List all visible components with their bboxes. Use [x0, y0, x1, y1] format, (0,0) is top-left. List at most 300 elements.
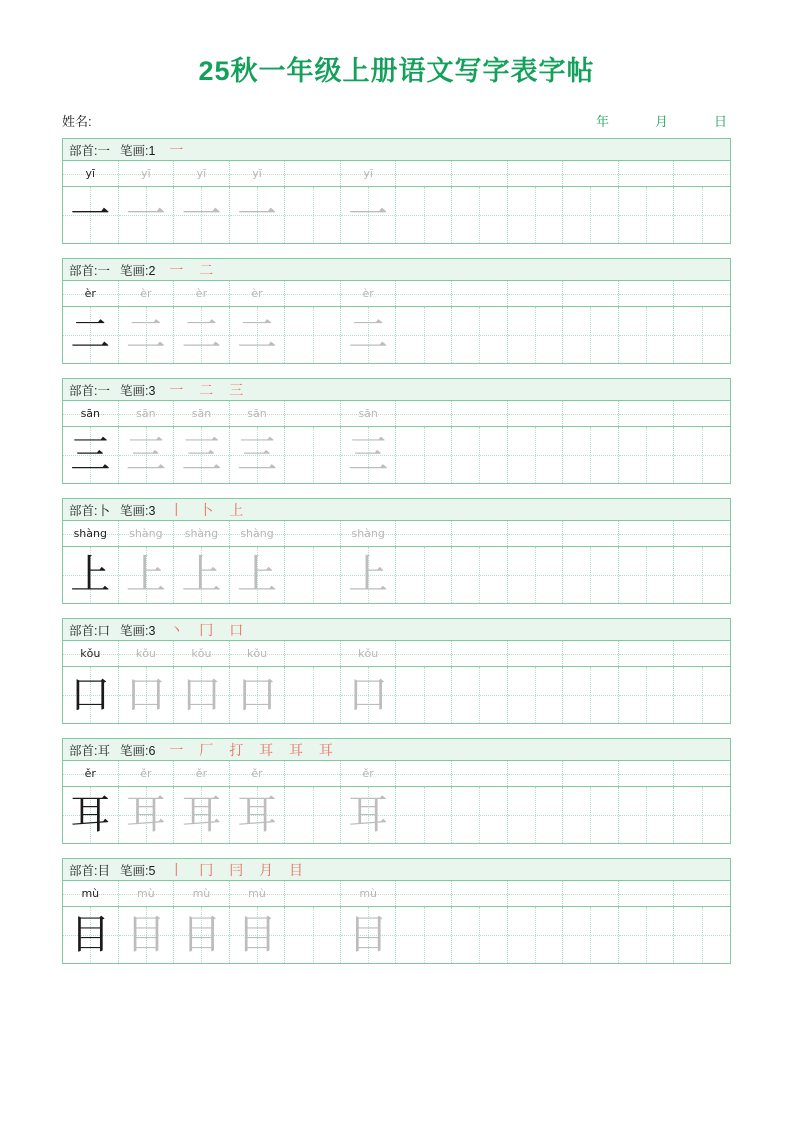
pinyin-midline	[563, 534, 618, 535]
stroke-order-sequence: 丨 冂 冃 月 目	[169, 861, 309, 878]
writing-grid-row	[63, 907, 730, 963]
pinyin-cell[interactable]	[563, 761, 619, 786]
pinyin-midline	[508, 654, 563, 655]
meta-row	[62, 111, 731, 130]
pinyin-cell[interactable]	[452, 281, 508, 306]
pinyin-cell[interactable]	[174, 761, 230, 786]
writing-cell[interactable]	[230, 187, 286, 243]
grid-vertical-guide	[535, 427, 536, 483]
pinyin-cell[interactable]	[63, 401, 119, 426]
pinyin-cell[interactable]	[396, 161, 452, 186]
writing-grid-row	[63, 427, 730, 483]
pinyin-cell[interactable]	[119, 281, 175, 306]
name-label: 姓名:	[62, 114, 92, 129]
grid-vertical-guide	[590, 787, 591, 843]
pinyin-text: èr	[362, 287, 374, 300]
block-header	[63, 739, 730, 761]
character-glyph: 二	[70, 312, 111, 358]
character-glyph: 耳	[237, 792, 278, 838]
pinyin-cell[interactable]	[119, 881, 175, 906]
pinyin-midline	[674, 414, 730, 415]
pinyin-cell[interactable]	[63, 761, 119, 786]
writing-cell[interactable]	[174, 787, 230, 843]
writing-cell[interactable]	[285, 907, 341, 963]
writing-cell[interactable]	[341, 787, 397, 843]
writing-cell[interactable]	[674, 787, 730, 843]
pinyin-cell[interactable]	[230, 521, 286, 546]
writing-cell[interactable]	[285, 307, 341, 363]
pinyin-cell[interactable]	[563, 281, 619, 306]
writing-cell[interactable]	[119, 307, 175, 363]
character-glyph: 一	[181, 192, 222, 238]
pinyin-cell[interactable]	[285, 521, 341, 546]
writing-cell[interactable]	[396, 667, 452, 723]
pinyin-cell[interactable]	[508, 401, 564, 426]
pinyin-cell[interactable]	[396, 641, 452, 666]
pinyin-midline	[508, 534, 563, 535]
writing-cell[interactable]	[563, 427, 619, 483]
pinyin-cell[interactable]	[119, 761, 175, 786]
writing-cell[interactable]	[396, 187, 452, 243]
writing-cell[interactable]	[285, 547, 341, 603]
pinyin-cell[interactable]	[285, 761, 341, 786]
character-glyph: 三	[125, 432, 166, 478]
pinyin-cell[interactable]	[285, 641, 341, 666]
pinyin-midline	[285, 654, 340, 655]
pinyin-cell[interactable]	[619, 761, 675, 786]
writing-cell[interactable]	[119, 187, 175, 243]
writing-cell[interactable]	[119, 667, 175, 723]
stroke-count-label: 笔画:2	[119, 263, 156, 278]
grid-vertical-guide	[479, 307, 480, 363]
pinyin-text: mù	[137, 887, 155, 900]
pinyin-midline	[452, 294, 507, 295]
writing-cell[interactable]	[341, 307, 397, 363]
grid-vertical-guide	[535, 307, 536, 363]
pinyin-text: ěr	[84, 767, 96, 780]
pinyin-midline	[396, 294, 451, 295]
writing-cell[interactable]	[619, 187, 675, 243]
writing-cell[interactable]	[63, 187, 119, 243]
pinyin-midline	[619, 654, 674, 655]
character-glyph: 目	[70, 912, 111, 958]
pinyin-text: kǒu	[246, 647, 268, 660]
grid-vertical-guide	[424, 787, 425, 843]
pinyin-cell[interactable]	[341, 641, 397, 666]
pinyin-cell[interactable]	[674, 281, 730, 306]
pinyin-cell[interactable]	[508, 881, 564, 906]
writing-cell[interactable]	[396, 547, 452, 603]
pinyin-midline	[563, 414, 618, 415]
writing-cell[interactable]	[619, 547, 675, 603]
block-header	[63, 619, 730, 641]
pinyin-cell[interactable]	[174, 401, 230, 426]
pinyin-midline	[285, 294, 340, 295]
pinyin-row	[63, 521, 730, 547]
writing-grid-row	[63, 307, 730, 363]
character-glyph: 三	[70, 432, 111, 478]
character-block	[62, 618, 731, 724]
pinyin-text: sān	[358, 407, 378, 420]
writing-cell[interactable]	[563, 547, 619, 603]
character-glyph: 口	[125, 672, 166, 718]
writing-cell[interactable]	[619, 427, 675, 483]
radical-label: 部首:耳	[69, 743, 110, 758]
pinyin-midline	[452, 774, 507, 775]
pinyin-cell[interactable]	[174, 521, 230, 546]
stroke-order-sequence: 一 二	[169, 261, 220, 278]
pinyin-cell[interactable]	[452, 641, 508, 666]
grid-vertical-guide	[702, 427, 703, 483]
pinyin-cell[interactable]	[341, 761, 397, 786]
pinyin-cell[interactable]	[341, 881, 397, 906]
pinyin-cell[interactable]	[341, 161, 397, 186]
writing-cell[interactable]	[341, 547, 397, 603]
pinyin-row	[63, 161, 730, 187]
writing-cell[interactable]	[341, 187, 397, 243]
writing-cell[interactable]	[619, 787, 675, 843]
writing-cell[interactable]	[63, 907, 119, 963]
pinyin-midline	[619, 894, 674, 895]
character-glyph: 上	[70, 552, 111, 598]
pinyin-cell[interactable]	[63, 281, 119, 306]
character-glyph: 口	[348, 672, 389, 718]
writing-grid-row	[63, 787, 730, 843]
writing-cell[interactable]	[619, 907, 675, 963]
writing-cell[interactable]	[452, 787, 508, 843]
writing-cell[interactable]	[230, 667, 286, 723]
character-glyph: 一	[70, 192, 111, 238]
writing-cell[interactable]	[230, 427, 286, 483]
writing-cell[interactable]	[341, 907, 397, 963]
pinyin-cell[interactable]	[619, 521, 675, 546]
grid-vertical-guide	[313, 907, 314, 963]
grid-vertical-guide	[646, 907, 647, 963]
pinyin-midline	[674, 174, 730, 175]
writing-cell[interactable]	[119, 547, 175, 603]
pinyin-midline	[508, 894, 563, 895]
pinyin-text: yī	[363, 167, 373, 180]
writing-cell[interactable]	[563, 187, 619, 243]
character-block	[62, 138, 731, 244]
pinyin-cell[interactable]	[341, 281, 397, 306]
pinyin-midline	[508, 414, 563, 415]
pinyin-cell[interactable]	[230, 401, 286, 426]
pinyin-cell[interactable]	[230, 881, 286, 906]
writing-cell[interactable]	[563, 787, 619, 843]
grid-vertical-guide	[646, 427, 647, 483]
pinyin-midline	[619, 534, 674, 535]
writing-cell[interactable]	[285, 427, 341, 483]
grid-vertical-guide	[479, 907, 480, 963]
character-glyph: 口	[70, 672, 111, 718]
writing-cell[interactable]	[63, 547, 119, 603]
writing-cell[interactable]	[674, 427, 730, 483]
writing-cell[interactable]	[174, 427, 230, 483]
writing-cell[interactable]	[230, 547, 286, 603]
grid-vertical-guide	[479, 787, 480, 843]
pinyin-cell[interactable]	[285, 161, 341, 186]
writing-grid-row	[63, 187, 730, 243]
character-glyph: 二	[125, 312, 166, 358]
writing-cell[interactable]	[285, 667, 341, 723]
writing-cell[interactable]	[63, 667, 119, 723]
writing-cell[interactable]	[508, 907, 564, 963]
writing-cell[interactable]	[230, 787, 286, 843]
writing-cell[interactable]	[508, 427, 564, 483]
pinyin-cell[interactable]	[63, 881, 119, 906]
pinyin-cell[interactable]	[119, 641, 175, 666]
grid-vertical-guide	[535, 187, 536, 243]
writing-cell[interactable]	[174, 307, 230, 363]
writing-cell[interactable]	[508, 307, 564, 363]
pinyin-row	[63, 401, 730, 427]
pinyin-cell[interactable]	[674, 401, 730, 426]
character-glyph: 二	[237, 312, 278, 358]
date-fields	[596, 111, 731, 130]
writing-cell[interactable]	[508, 547, 564, 603]
pinyin-cell[interactable]	[452, 761, 508, 786]
writing-cell[interactable]	[508, 187, 564, 243]
pinyin-cell[interactable]	[674, 161, 730, 186]
pinyin-text: èr	[251, 287, 263, 300]
writing-cell[interactable]	[174, 187, 230, 243]
writing-cell[interactable]	[396, 907, 452, 963]
pinyin-cell[interactable]	[674, 521, 730, 546]
pinyin-cell[interactable]	[563, 161, 619, 186]
pinyin-cell[interactable]	[396, 281, 452, 306]
pinyin-cell[interactable]	[508, 281, 564, 306]
grid-vertical-guide	[646, 787, 647, 843]
character-glyph: 耳	[348, 792, 389, 838]
pinyin-midline	[563, 174, 618, 175]
writing-cell[interactable]	[396, 307, 452, 363]
character-glyph: 上	[125, 552, 166, 598]
writing-cell[interactable]	[230, 307, 286, 363]
date-day-label: 日	[713, 114, 727, 129]
pinyin-cell[interactable]	[174, 161, 230, 186]
pinyin-cell[interactable]	[230, 161, 286, 186]
pinyin-cell[interactable]	[508, 761, 564, 786]
pinyin-text: sān	[191, 407, 212, 420]
writing-cell[interactable]	[63, 787, 119, 843]
pinyin-cell[interactable]	[396, 761, 452, 786]
pinyin-midline	[674, 894, 730, 895]
pinyin-cell[interactable]	[285, 401, 341, 426]
pinyin-cell[interactable]	[508, 641, 564, 666]
radical-label: 部首:一	[69, 143, 110, 158]
pinyin-cell[interactable]	[563, 401, 619, 426]
grid-vertical-guide	[313, 187, 314, 243]
pinyin-text: èr	[140, 287, 152, 300]
writing-cell[interactable]	[452, 307, 508, 363]
writing-cell[interactable]	[674, 307, 730, 363]
writing-cell[interactable]	[341, 667, 397, 723]
grid-vertical-guide	[313, 547, 314, 603]
pinyin-cell[interactable]	[341, 521, 397, 546]
writing-cell[interactable]	[452, 907, 508, 963]
pinyin-row	[63, 641, 730, 667]
writing-cell[interactable]	[452, 667, 508, 723]
stroke-order-sequence: 丶 冂 口	[169, 621, 250, 638]
pinyin-cell[interactable]	[674, 881, 730, 906]
writing-cell[interactable]	[63, 307, 119, 363]
stroke-count-label: 笔画:3	[119, 623, 156, 638]
writing-cell[interactable]	[119, 787, 175, 843]
pinyin-cell[interactable]	[452, 521, 508, 546]
grid-vertical-guide	[590, 187, 591, 243]
pinyin-cell[interactable]	[563, 641, 619, 666]
pinyin-cell[interactable]	[508, 161, 564, 186]
writing-cell[interactable]	[452, 547, 508, 603]
grid-vertical-guide	[646, 667, 647, 723]
character-glyph: 耳	[125, 792, 166, 838]
grid-vertical-guide	[646, 307, 647, 363]
writing-cell[interactable]	[452, 427, 508, 483]
pinyin-cell[interactable]	[452, 161, 508, 186]
pinyin-cell[interactable]	[619, 881, 675, 906]
pinyin-cell[interactable]	[563, 521, 619, 546]
grid-vertical-guide	[535, 907, 536, 963]
pinyin-text: shàng	[184, 527, 219, 540]
pinyin-text: sān	[136, 407, 156, 420]
writing-cell[interactable]	[674, 907, 730, 963]
writing-cell[interactable]	[230, 907, 286, 963]
block-header	[63, 499, 730, 521]
pinyin-cell[interactable]	[230, 281, 286, 306]
writing-cell[interactable]	[174, 907, 230, 963]
stroke-order-sequence: 丨 卜 上	[169, 501, 250, 518]
pinyin-cell[interactable]	[396, 401, 452, 426]
character-glyph: 上	[237, 552, 278, 598]
grid-vertical-guide	[702, 787, 703, 843]
pinyin-cell[interactable]	[174, 641, 230, 666]
writing-cell[interactable]	[563, 307, 619, 363]
pinyin-midline	[452, 174, 507, 175]
grid-vertical-guide	[479, 667, 480, 723]
pinyin-cell[interactable]	[619, 281, 675, 306]
grid-vertical-guide	[424, 907, 425, 963]
grid-vertical-guide	[535, 787, 536, 843]
writing-cell[interactable]	[508, 667, 564, 723]
pinyin-cell[interactable]	[63, 161, 119, 186]
pinyin-cell[interactable]	[619, 401, 675, 426]
writing-cell[interactable]	[508, 787, 564, 843]
stroke-count-label: 笔画:1	[119, 143, 156, 158]
grid-vertical-guide	[479, 187, 480, 243]
pinyin-midline	[674, 534, 730, 535]
pinyin-cell[interactable]	[674, 641, 730, 666]
writing-grid-row	[63, 667, 730, 723]
pinyin-midline	[508, 774, 563, 775]
pinyin-cell[interactable]	[452, 401, 508, 426]
pinyin-cell[interactable]	[508, 521, 564, 546]
pinyin-cell[interactable]	[174, 281, 230, 306]
writing-cell[interactable]	[674, 667, 730, 723]
writing-cell[interactable]	[119, 427, 175, 483]
grid-vertical-guide	[646, 187, 647, 243]
pinyin-cell[interactable]	[396, 881, 452, 906]
pinyin-text: kǒu	[358, 647, 379, 660]
pinyin-cell[interactable]	[119, 161, 175, 186]
writing-cell[interactable]	[174, 667, 230, 723]
writing-cell[interactable]	[396, 427, 452, 483]
pinyin-cell[interactable]	[230, 641, 286, 666]
pinyin-cell[interactable]	[63, 641, 119, 666]
character-block	[62, 858, 731, 964]
character-glyph: 耳	[70, 792, 111, 838]
pinyin-text: ěr	[195, 767, 208, 780]
writing-cell[interactable]	[563, 907, 619, 963]
pinyin-text: shàng	[240, 527, 274, 540]
stroke-count-label: 笔画:5	[119, 863, 156, 878]
pinyin-text: ěr	[140, 767, 152, 780]
pinyin-cell[interactable]	[452, 881, 508, 906]
block-header	[63, 139, 730, 161]
pinyin-text: sān	[247, 407, 267, 420]
pinyin-cell[interactable]	[63, 521, 119, 546]
pinyin-midline	[619, 774, 674, 775]
writing-cell[interactable]	[285, 187, 341, 243]
character-glyph: 三	[237, 432, 278, 478]
pinyin-row	[63, 761, 730, 787]
pinyin-cell[interactable]	[119, 401, 175, 426]
pinyin-cell[interactable]	[119, 521, 175, 546]
grid-vertical-guide	[702, 667, 703, 723]
writing-cell[interactable]	[341, 427, 397, 483]
pinyin-text: èr	[195, 287, 208, 300]
pinyin-midline	[396, 774, 451, 775]
grid-vertical-guide	[590, 427, 591, 483]
pinyin-cell[interactable]	[174, 881, 230, 906]
character-block	[62, 378, 731, 484]
grid-vertical-guide	[313, 787, 314, 843]
writing-cell[interactable]	[619, 307, 675, 363]
pinyin-cell[interactable]	[619, 161, 675, 186]
writing-cell[interactable]	[63, 427, 119, 483]
pinyin-cell[interactable]	[285, 881, 341, 906]
pinyin-row	[63, 281, 730, 307]
pinyin-text: yī	[196, 167, 207, 180]
pinyin-text: mù	[359, 887, 378, 900]
grid-vertical-guide	[646, 547, 647, 603]
writing-cell[interactable]	[119, 907, 175, 963]
pinyin-cell[interactable]	[396, 521, 452, 546]
writing-cell[interactable]	[674, 187, 730, 243]
pinyin-cell[interactable]	[230, 761, 286, 786]
writing-cell[interactable]	[674, 547, 730, 603]
writing-cell[interactable]	[452, 187, 508, 243]
pinyin-text: kǒu	[80, 647, 101, 660]
pinyin-midline	[452, 894, 507, 895]
writing-cell[interactable]	[396, 787, 452, 843]
radical-label: 部首:口	[69, 623, 110, 638]
stroke-order-sequence: 一	[169, 141, 190, 158]
pinyin-cell[interactable]	[341, 401, 397, 426]
pinyin-cell[interactable]	[619, 641, 675, 666]
pinyin-cell[interactable]	[285, 281, 341, 306]
writing-cell[interactable]	[619, 667, 675, 723]
pinyin-cell[interactable]	[563, 881, 619, 906]
writing-cell[interactable]	[285, 787, 341, 843]
pinyin-cell[interactable]	[674, 761, 730, 786]
writing-cell[interactable]	[174, 547, 230, 603]
character-glyph: 目	[348, 912, 389, 958]
writing-cell[interactable]	[563, 667, 619, 723]
pinyin-text: mù	[81, 887, 100, 900]
character-block	[62, 738, 731, 844]
character-glyph: 三	[348, 432, 389, 478]
